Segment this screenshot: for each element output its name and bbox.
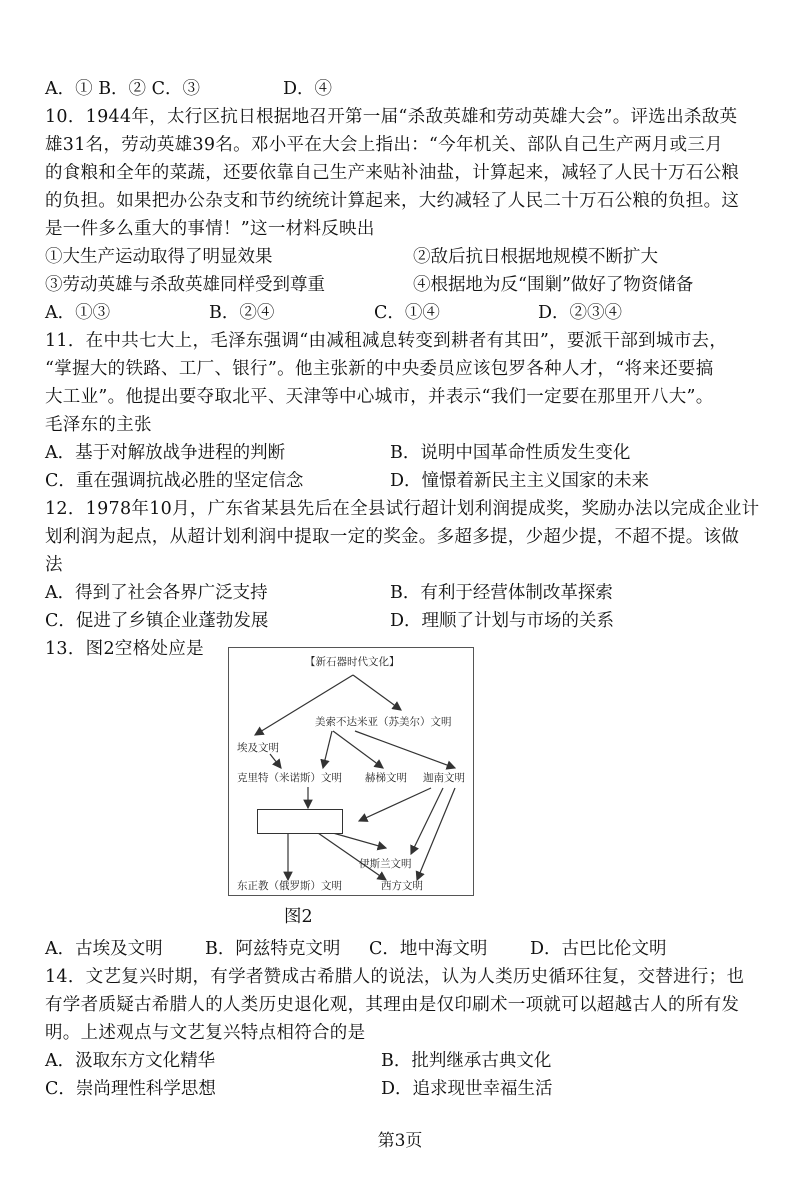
arrow-egypt-to-crete bbox=[270, 754, 281, 768]
q9-option-d: D．④ bbox=[283, 79, 333, 99]
q14-option-c[interactable]: C．崇尚理性科学思想 bbox=[45, 1079, 216, 1099]
q10-stem-line: 雄31名，劳动英雄39名。邓小平在大会上指出：“今年机关、部队自己生产两月或三月 bbox=[45, 135, 723, 155]
q9-options-abc: A．① B．② C．③ bbox=[45, 79, 201, 99]
q14-stem-line: 有学者质疑古希腊人的人类历史退化观，其理由是仅印刷术一项就可以超越古人的所有发 bbox=[45, 995, 740, 1015]
diagram-node-orthodox: 东正教（俄罗斯）文明 bbox=[237, 880, 342, 892]
q14-option-d[interactable]: D．追求现世幸福生活 bbox=[381, 1079, 553, 1099]
q10-option-b[interactable]: B．②④ bbox=[209, 303, 275, 323]
q12-stem-line: 划利润为起点，从超计划利润中提取一定的奖金。多超多提，少超少提，不超不提。该做 bbox=[45, 527, 740, 547]
arrow-canaan-to-islam bbox=[411, 788, 443, 854]
q10-statement-2: ②敌后抗日根据地规模不断扩大 bbox=[413, 247, 658, 267]
q11-stem-line: “掌握大的铁路、工厂、银行”。他主张新的中央委员应该包罗各种人才，“将来还要搞 bbox=[45, 359, 714, 379]
arrow-meso-to-crete bbox=[323, 731, 332, 768]
q11-option-c[interactable]: C．重在强调抗战必胜的坚定信念 bbox=[45, 471, 304, 491]
q11-stem-line: 大工业”。他提出要夺取北平、天津等中心城市，并表示“我们一定要在那里开八大”。 bbox=[45, 387, 714, 407]
q12-stem-line: 法 bbox=[45, 555, 63, 575]
q11-stem-line: 毛泽东的主张 bbox=[45, 415, 152, 435]
figure-caption: 图2 bbox=[284, 907, 313, 927]
q11-option-d[interactable]: D．憧憬着新民主主义国家的未来 bbox=[390, 471, 650, 491]
q13-option-a[interactable]: A．古埃及文明 bbox=[45, 939, 163, 959]
arrow-blank-to-islam bbox=[333, 833, 386, 848]
q11-option-b[interactable]: B．说明中国革命性质发生变化 bbox=[390, 443, 631, 463]
q14-option-b[interactable]: B．批判继承古典文化 bbox=[381, 1051, 552, 1071]
q10-stem-line: 的食粮和全年的菜蔬，还要依靠自己生产来贴补油盐，计算起来，减轻了人民十万石公粮 bbox=[45, 163, 740, 183]
q10-statement-4: ④根据地为反“围剿”做好了物资储备 bbox=[413, 275, 694, 295]
q10-stem-line: 10．1944年，太行区抗日根据地召开第一届“杀敌英雄和劳动英雄大会”。评选出杀敌英 bbox=[45, 107, 738, 127]
arrow-meso-to-canaan bbox=[355, 731, 455, 768]
q12-option-a[interactable]: A．得到了社会各界广泛支持 bbox=[45, 583, 268, 603]
q13-option-d[interactable]: D．古巴比伦文明 bbox=[530, 939, 667, 959]
civilization-diagram bbox=[228, 647, 474, 896]
diagram-node-crete: 克里特（米诺斯）文明 bbox=[237, 772, 342, 784]
diagram-node-islam: 伊斯兰文明 bbox=[359, 858, 412, 870]
arrow-meso-to-hittite bbox=[333, 731, 383, 768]
q12-option-c[interactable]: C．促进了乡镇企业蓬勃发展 bbox=[45, 611, 269, 631]
q10-statement-3: ③劳动英雄与杀敌英雄同样受到尊重 bbox=[45, 275, 325, 295]
q10-stem-line: 的负担。如果把办公杂支和节约统统计算起来，大约减轻了人民二十万石公粮的负担。这 bbox=[45, 191, 740, 211]
arrow-root-to-mesopotamia bbox=[353, 675, 401, 710]
q10-option-d[interactable]: D．②③④ bbox=[538, 303, 623, 323]
q10-stem-line: 是一件多么重大的事情！”这一材料反映出 bbox=[45, 219, 375, 239]
arrow-canaan-to-blank bbox=[359, 788, 431, 821]
q10-option-c[interactable]: C．①④ bbox=[374, 303, 440, 323]
q14-stem-line: 14．文艺复兴时期，有学者赞成古希腊人的说法，认为人类历史循环往复，交替进行；也 bbox=[45, 967, 745, 987]
q10-statement-1: ①大生产运动取得了明显效果 bbox=[45, 247, 273, 267]
q11-option-a[interactable]: A．基于对解放战争进程的判断 bbox=[45, 443, 286, 463]
q14-stem-line: 明。上述观点与文艺复兴特点相符合的是 bbox=[45, 1023, 366, 1043]
q13-option-c[interactable]: C．地中海文明 bbox=[369, 939, 488, 959]
q13-option-b[interactable]: B．阿兹特克文明 bbox=[205, 939, 341, 959]
q12-stem-line: 12．1978年10月，广东省某县先后在全县试行超计划利润提成奖，奖励办法以完成企业计 bbox=[45, 499, 760, 519]
diagram-node-western: 西方文明 bbox=[381, 880, 423, 892]
diagram-node-egypt: 埃及文明 bbox=[237, 742, 279, 754]
q12-option-b[interactable]: B．有利于经营体制改革探索 bbox=[390, 583, 613, 603]
page-number: 第3页 bbox=[377, 1131, 423, 1151]
q14-option-a[interactable]: A．汲取东方文化精华 bbox=[45, 1051, 216, 1071]
q12-option-d[interactable]: D．理顺了计划与市场的关系 bbox=[390, 611, 615, 631]
diagram-node-canaan: 迦南文明 bbox=[423, 772, 465, 784]
diagram-blank-box bbox=[257, 809, 343, 834]
diagram-root-neolithic: 【新石器时代文化】 bbox=[305, 656, 400, 668]
diagram-node-hittite: 赫梯文明 bbox=[365, 772, 407, 784]
q13-stem: 13．图2空格处应是 bbox=[45, 639, 204, 659]
q11-stem-line: 11．在中共七大上，毛泽东强调“由减租减息转变到耕者有其田”，要派干部到城市去， bbox=[45, 331, 728, 351]
diagram-node-mesopotamia: 美索不达米亚（苏美尔）文明 bbox=[315, 716, 452, 728]
q10-option-a[interactable]: A．①③ bbox=[45, 303, 111, 323]
